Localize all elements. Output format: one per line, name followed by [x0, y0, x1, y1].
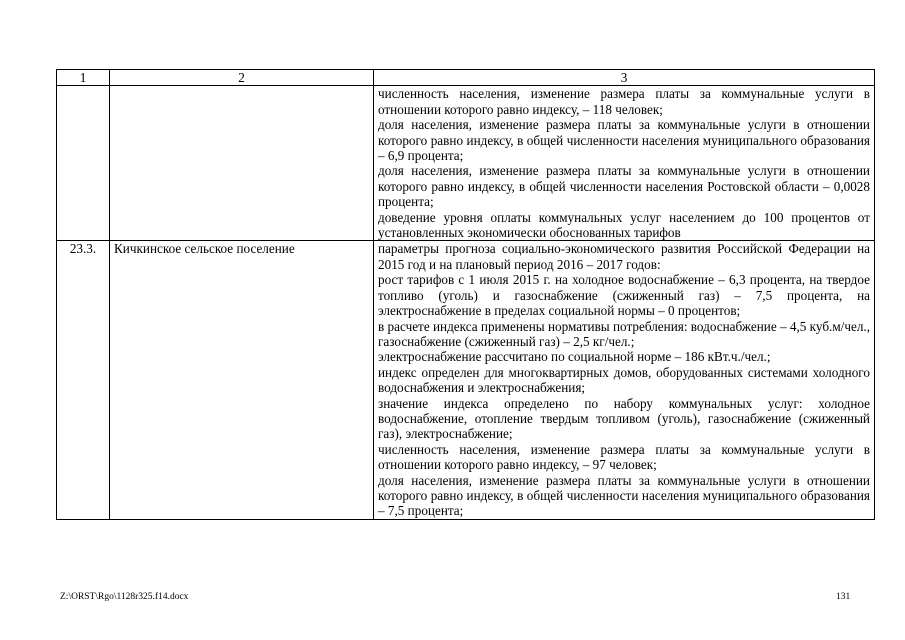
paragraph: значение индекса определено по набору коммунальных услуг: холодное водоснабжение, отопление твердым топливом (уголь), газоснабжение (сжиженный газ), электроснабжение; [378, 395, 870, 442]
row-name: Кичкинское сельское поселение [110, 241, 374, 519]
paragraph: индекс определен для многоквартирных домов, оборудованных системами холодного водоснабжения и электроснабжения; [378, 364, 870, 396]
table-row [57, 241, 875, 519]
paragraph: доля населения, изменение размера платы за коммунальные услуги в отношении которого равно индексу, в общей численности населения муниципального образования – 6,9 процента; [378, 117, 870, 164]
row-number [57, 86, 110, 241]
paragraph: параметры прогноза социально-экономического развития Российской Федерации на 2015 год и на плановый период 2016 – 2017 годов: [378, 241, 870, 272]
paragraph: в расчете индекса применены нормативы потребления: водоснабжение – 4,5 куб.м/чел., газоснабжение (сжиженный газ) – 2,5 кг/чел.; [378, 318, 870, 349]
row-name [110, 86, 374, 241]
footer-file-path: Z:\ORST\Rgo\1128r325.f14.docx [60, 592, 189, 602]
row-description [374, 241, 875, 519]
paragraph: доля населения, изменение размера платы за коммунальные услуги в отношении которого равно индексу, в общей численности населения муниципального образования – 7,5 процента; [378, 472, 870, 519]
paragraph: доведение уровня оплаты коммунальных услуг населением до 100 процентов от установленных экономически обоснованных тарифов [378, 209, 870, 241]
paragraph: электроснабжение рассчитано по социальной норме – 186 кВт.ч./чел.; [378, 349, 771, 365]
paragraph: численность населения, изменение размера платы за коммунальные услуги в отношении которого равно индексу, – 118 человек; [378, 86, 870, 117]
header-col-3: 3 [374, 70, 875, 86]
paragraph: рост тарифов с 1 июля 2015 г. на холодное водоснабжение – 6,3 процента, на твердое топливо (уголь) и газоснабжение (сжиженный газ) – 7,5 процента, на электроснабжение в пределах социальной нормы – 0 процентов; [378, 272, 870, 319]
row-description [374, 86, 875, 241]
paragraph: доля населения, изменение размера платы за коммунальные услуги в отношении которого равно индексу, в общей численности населения Ростовской области – 0,0028 процента; [378, 163, 870, 210]
paragraph: численность населения, изменение размера платы за коммунальные услуги в отношении которого равно индексу, – 97 человек; [378, 441, 870, 473]
header-col-2: 2 [110, 70, 374, 86]
table-header-row [57, 70, 875, 86]
table-row [57, 86, 875, 241]
footer-page-number: 131 [836, 592, 851, 602]
header-col-1: 1 [57, 70, 110, 86]
row-number: 23.3. [57, 241, 110, 519]
document-table [56, 69, 875, 520]
